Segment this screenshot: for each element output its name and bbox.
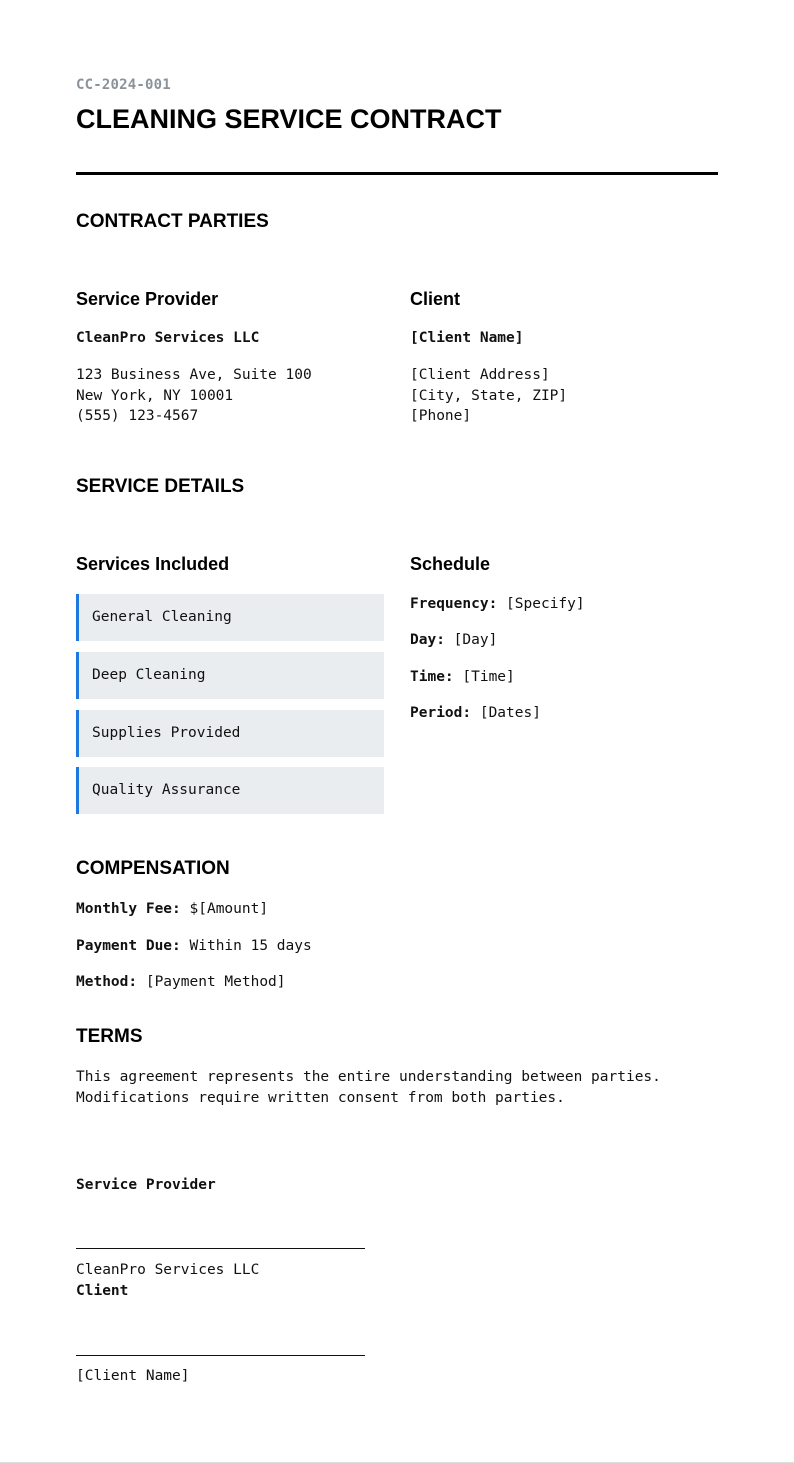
terms-heading: TERMS [76, 1026, 143, 1047]
client-heading: Client [410, 289, 461, 309]
provider-name: CleanPro Services LLC [76, 330, 260, 346]
compensation-label: Monthly Fee: [76, 901, 181, 917]
schedule-value: [Day] [453, 632, 498, 648]
schedule-value: [Dates] [479, 705, 541, 721]
provider-phone: (555) 123-4567 [76, 408, 199, 424]
schedule-heading: Schedule [410, 554, 491, 574]
service-item-label: Deep Cleaning [92, 667, 206, 683]
provider-signature-label: Service Provider [76, 1177, 216, 1193]
service-item-label: Supplies Provided [92, 725, 241, 741]
schedule-frequency [410, 594, 585, 615]
schedule-day [410, 630, 497, 651]
client-signature-line [76, 1355, 365, 1356]
schedule-period [410, 703, 541, 724]
contract-id: CC-2024-001 [76, 77, 171, 93]
terms-text-line1: This agreement represents the entire understanding between parties. [76, 1069, 661, 1085]
compensation-heading: COMPENSATION [76, 858, 230, 879]
client-address-line2: [City, State, ZIP] [410, 387, 568, 404]
compensation-value: [Payment Method] [145, 974, 286, 990]
service-provider-heading: Service Provider [76, 289, 219, 309]
document-title: CLEANING SERVICE CONTRACT [76, 104, 502, 134]
compensation-payment-due [76, 936, 312, 957]
title-divider [76, 172, 718, 175]
provider-address-line2: New York, NY 10001 [76, 387, 234, 404]
client-signature-name: [Client Name] [76, 1368, 190, 1384]
compensation-label: Payment Due: [76, 938, 181, 954]
compensation-monthly-fee [76, 899, 268, 920]
compensation-label: Method: [76, 974, 138, 990]
client-address-line1: [Client Address] [410, 367, 550, 383]
service-item [76, 594, 384, 641]
service-details-heading: SERVICE DETAILS [76, 476, 245, 497]
provider-signature-name: CleanPro Services LLC [76, 1262, 260, 1278]
compensation-value: Within 15 days [189, 938, 312, 954]
schedule-label: Frequency: [410, 596, 498, 612]
schedule-label: Period: [410, 705, 472, 721]
schedule-label: Day: [410, 632, 445, 648]
terms-text-line2: Modifications require written consent from both parties. [76, 1089, 565, 1106]
compensation-method [76, 972, 286, 993]
provider-signature-line [76, 1248, 365, 1249]
service-item [76, 767, 384, 814]
service-item [76, 652, 384, 699]
client-name: [Client Name] [410, 330, 524, 346]
schedule-value: [Specify] [506, 596, 585, 612]
client-phone: [Phone] [410, 408, 472, 424]
services-included-heading: Services Included [76, 554, 230, 574]
client-signature-label: Client [76, 1283, 129, 1299]
service-item-label: General Cleaning [92, 609, 232, 625]
service-item [76, 710, 384, 757]
schedule-value: [Time] [462, 669, 515, 685]
contract-parties-heading: CONTRACT PARTIES [76, 211, 269, 232]
schedule-time [410, 667, 515, 688]
schedule-label: Time: [410, 669, 454, 685]
compensation-value: $[Amount] [189, 901, 269, 917]
provider-address-line1: 123 Business Ave, Suite 100 [76, 367, 312, 383]
service-item-label: Quality Assurance [92, 782, 241, 798]
